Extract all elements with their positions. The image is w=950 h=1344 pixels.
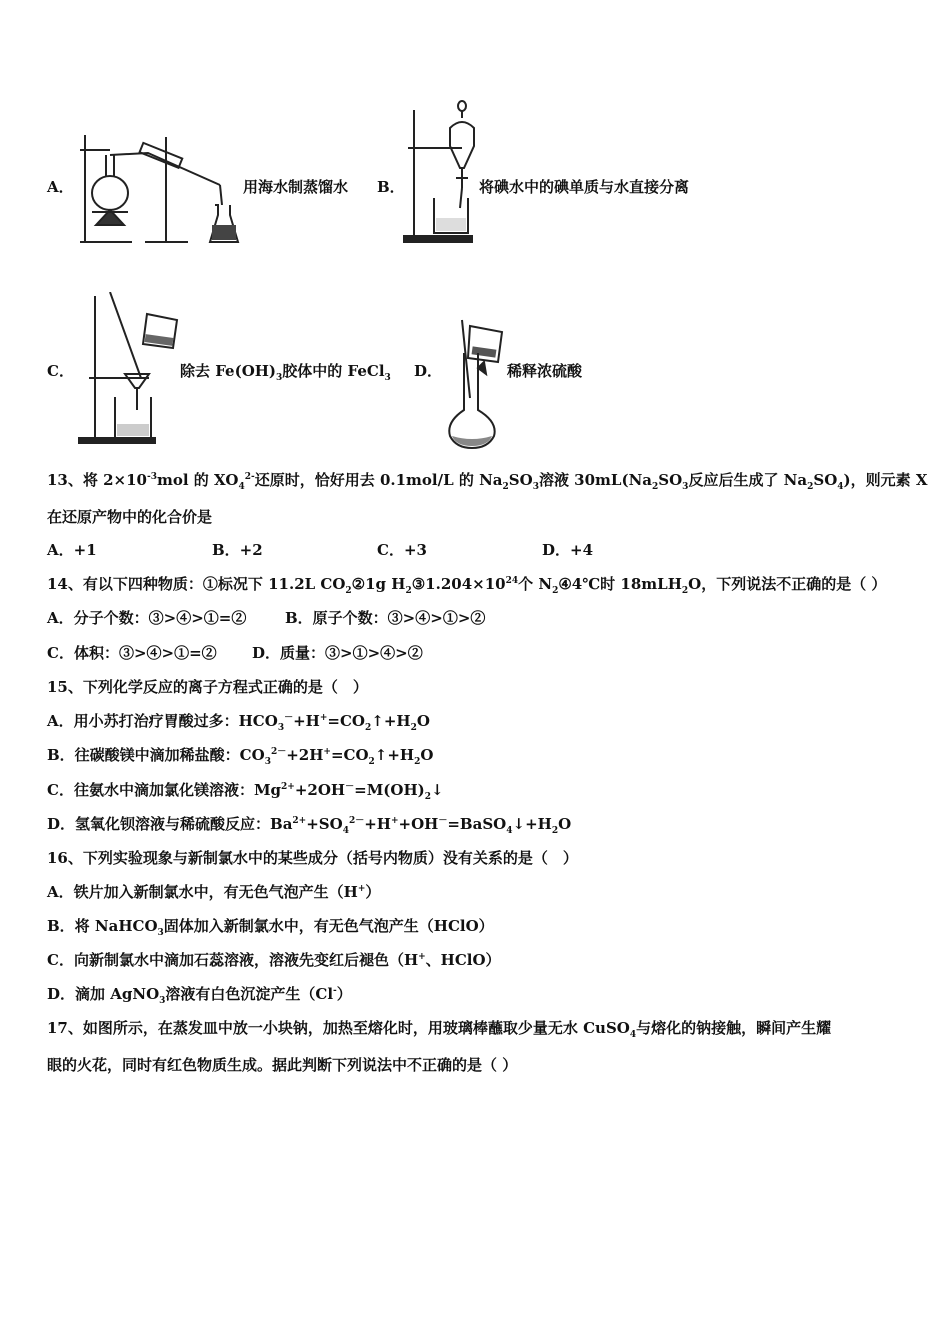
q14-option-a: A．分子个数：③>④>①=② — [47, 609, 247, 627]
q13-stem-line2: 在还原产物中的化合价是 — [47, 508, 213, 526]
text: 固体加入新制氯水中，有无色气泡产生（HClO） — [163, 917, 494, 935]
text: +H — [364, 815, 391, 833]
sub: 2 — [414, 757, 421, 767]
text: D．氢氧化钡溶液与稀硫酸反应：Ba — [47, 815, 293, 833]
text: O — [558, 815, 572, 833]
option-d-text: 稀释浓硫酸 — [507, 362, 583, 380]
text: ②1g H — [351, 575, 406, 593]
q14-stem — [47, 574, 886, 594]
sub: 2 — [551, 826, 559, 836]
q15-option-d — [47, 814, 571, 834]
text: 个 N — [518, 575, 553, 593]
text: ↓+H — [512, 815, 552, 833]
text: ↑+H — [371, 712, 411, 730]
sub: 2 — [364, 723, 372, 733]
q13-option-a: A．+1 — [47, 541, 97, 559]
sub: 2 — [681, 586, 689, 596]
q13-option-c: C．+3 — [377, 541, 427, 559]
sub: 2 — [368, 757, 375, 767]
text: +OH — [398, 815, 439, 833]
q15-option-b — [47, 745, 433, 765]
sub: 2 — [552, 586, 559, 596]
text: ↑+H — [374, 746, 415, 764]
text: +H — [293, 712, 320, 730]
text: B．往碳酸镁中滴加稀盐酸：CO — [47, 746, 265, 764]
text: SO — [658, 471, 683, 489]
q16-option-c — [47, 950, 501, 970]
sub: 3 — [159, 996, 166, 1006]
text: 溶液 30mL(Na — [538, 471, 652, 489]
volumetric-flask-figure — [444, 318, 508, 450]
text: =M(OH) — [354, 781, 425, 799]
sub: 3 — [682, 482, 689, 492]
q13-option-d: D．+4 — [542, 541, 594, 559]
text: mol 的 XO — [156, 471, 239, 489]
q16-option-d — [47, 984, 352, 1004]
sup: 24 — [505, 576, 519, 586]
text: O — [420, 746, 434, 764]
sup: + — [357, 884, 366, 894]
option-a-letter: A． — [47, 178, 74, 196]
q13-option-b: B．+2 — [212, 541, 263, 559]
sub: 4 — [342, 826, 349, 836]
sub: 3 — [264, 757, 271, 767]
text: +SO — [306, 815, 343, 833]
sup: + — [418, 952, 426, 962]
sup: 2－ — [348, 816, 365, 826]
sub: 2 — [807, 482, 814, 492]
text: =CO — [327, 712, 365, 730]
sup: 2－ — [270, 747, 287, 757]
q16-stem: 16、下列实验现象与新制氯水中的某些成分（括号内物质）没有关系的是（ ） — [47, 849, 578, 867]
sup: － — [284, 713, 294, 723]
text: B．将 NaHCO — [47, 917, 158, 935]
q15-stem: 15、下列化学反应的离子方程式正确的是（ ） — [47, 678, 368, 696]
sub: 3 — [384, 373, 391, 383]
text: D．滴加 AgNO — [47, 985, 160, 1003]
q17-stem-line1 — [47, 1018, 831, 1038]
text: ↓ — [431, 781, 444, 799]
text: A．铁片加入新制氯水中，有无色气泡产生（H — [47, 883, 358, 901]
q17-stem-line2: 眼的火花，同时有红色物质生成。据此判断下列说法中不正确的是（ ） — [47, 1056, 518, 1074]
text: 13、将 2×10 — [47, 471, 147, 489]
sup: － — [345, 782, 355, 792]
sup: + — [323, 747, 331, 757]
sub: 4 — [837, 482, 844, 492]
sub: 2 — [405, 586, 412, 596]
sup: － — [438, 816, 448, 826]
text: 反应后生成了 Na — [688, 471, 808, 489]
q15-option-a — [47, 711, 430, 731]
option-c-text-pre: 除去 Fe(OH) — [180, 362, 277, 380]
sub: 2 — [410, 723, 417, 733]
sup: + — [319, 713, 328, 723]
q15-option-c — [47, 780, 444, 800]
text: C．向新制氯水中滴加石蕊溶液，溶液先变红后褪色（H — [47, 951, 419, 969]
sub: 4 — [506, 826, 513, 836]
text: O — [416, 712, 430, 730]
text: SO — [508, 471, 533, 489]
option-b-letter: B． — [377, 178, 405, 196]
sub: 2 — [345, 586, 352, 596]
sub: 2 — [652, 482, 659, 492]
sup: 2+ — [281, 782, 295, 792]
text: )，则元素 X — [843, 471, 928, 489]
sub: 4 — [238, 482, 245, 492]
sup: 2- — [244, 472, 255, 482]
q14-option-d: D．质量：③>①>④>② — [252, 644, 423, 662]
text: +2H — [286, 746, 324, 764]
text: 溶液有白色沉淀产生（Cl — [165, 985, 334, 1003]
text: ④4℃时 18mLH — [558, 575, 682, 593]
q16-option-a — [47, 882, 380, 902]
text: O，下列说法不正确的是（ ） — [688, 575, 887, 593]
text: 与熔化的钠接触，瞬间产生耀 — [636, 1019, 832, 1037]
q14-option-c: C．体积：③>④>①=② — [47, 644, 217, 662]
text: SO — [813, 471, 838, 489]
separatory-funnel-figure — [400, 98, 478, 248]
text: 17、如图所示，在蒸发皿中放一小块钠，加热至熔化时，用玻璃棒蘸取少量无水 CuSO — [47, 1019, 630, 1037]
option-c-letter: C． — [47, 362, 74, 380]
text: =BaSO — [447, 815, 507, 833]
option-c-text — [180, 361, 391, 381]
sub: 3 — [276, 373, 283, 383]
sub: 2 — [424, 792, 431, 802]
text: 14、有以下四种物质：①标况下 11.2L CO — [47, 575, 346, 593]
sup: 2+ — [292, 816, 307, 826]
q13-stem-line1 — [47, 470, 928, 490]
option-a-text: 用海水制蒸馏水 — [243, 178, 349, 196]
sub: 4 — [629, 1030, 637, 1040]
q14-option-b: B．原子个数：③>④>①>② — [285, 609, 486, 627]
text: =CO — [330, 746, 369, 764]
text: C．往氨水中滴加氯化镁溶液：Mg — [47, 781, 282, 799]
sup: - — [333, 986, 337, 996]
distillation-apparatus-figure — [70, 125, 242, 247]
option-d-letter: D． — [414, 362, 443, 380]
option-b-text: 将碘水中的碘单质与水直接分离 — [479, 178, 690, 196]
text: 、HClO） — [425, 951, 501, 969]
text: ） — [336, 985, 352, 1003]
text: ） — [365, 883, 381, 901]
sub: 2 — [502, 482, 509, 492]
sub: 3 — [157, 928, 164, 938]
sup: + — [390, 816, 399, 826]
text: +2OH — [294, 781, 346, 799]
text: A．用小苏打治疗胃酸过多：HCO — [47, 712, 278, 730]
q16-option-b — [47, 916, 494, 936]
sub: 3 — [532, 482, 539, 492]
sup: -3 — [146, 472, 157, 482]
text: 还原时，恰好用去 0.1mol/L 的 Na — [254, 471, 503, 489]
text: ③1.204×10 — [411, 575, 506, 593]
sub: 3 — [277, 723, 285, 733]
option-c-text-mid: 胶体中的 FeCl — [282, 362, 385, 380]
filtration-apparatus-figure — [75, 292, 183, 447]
